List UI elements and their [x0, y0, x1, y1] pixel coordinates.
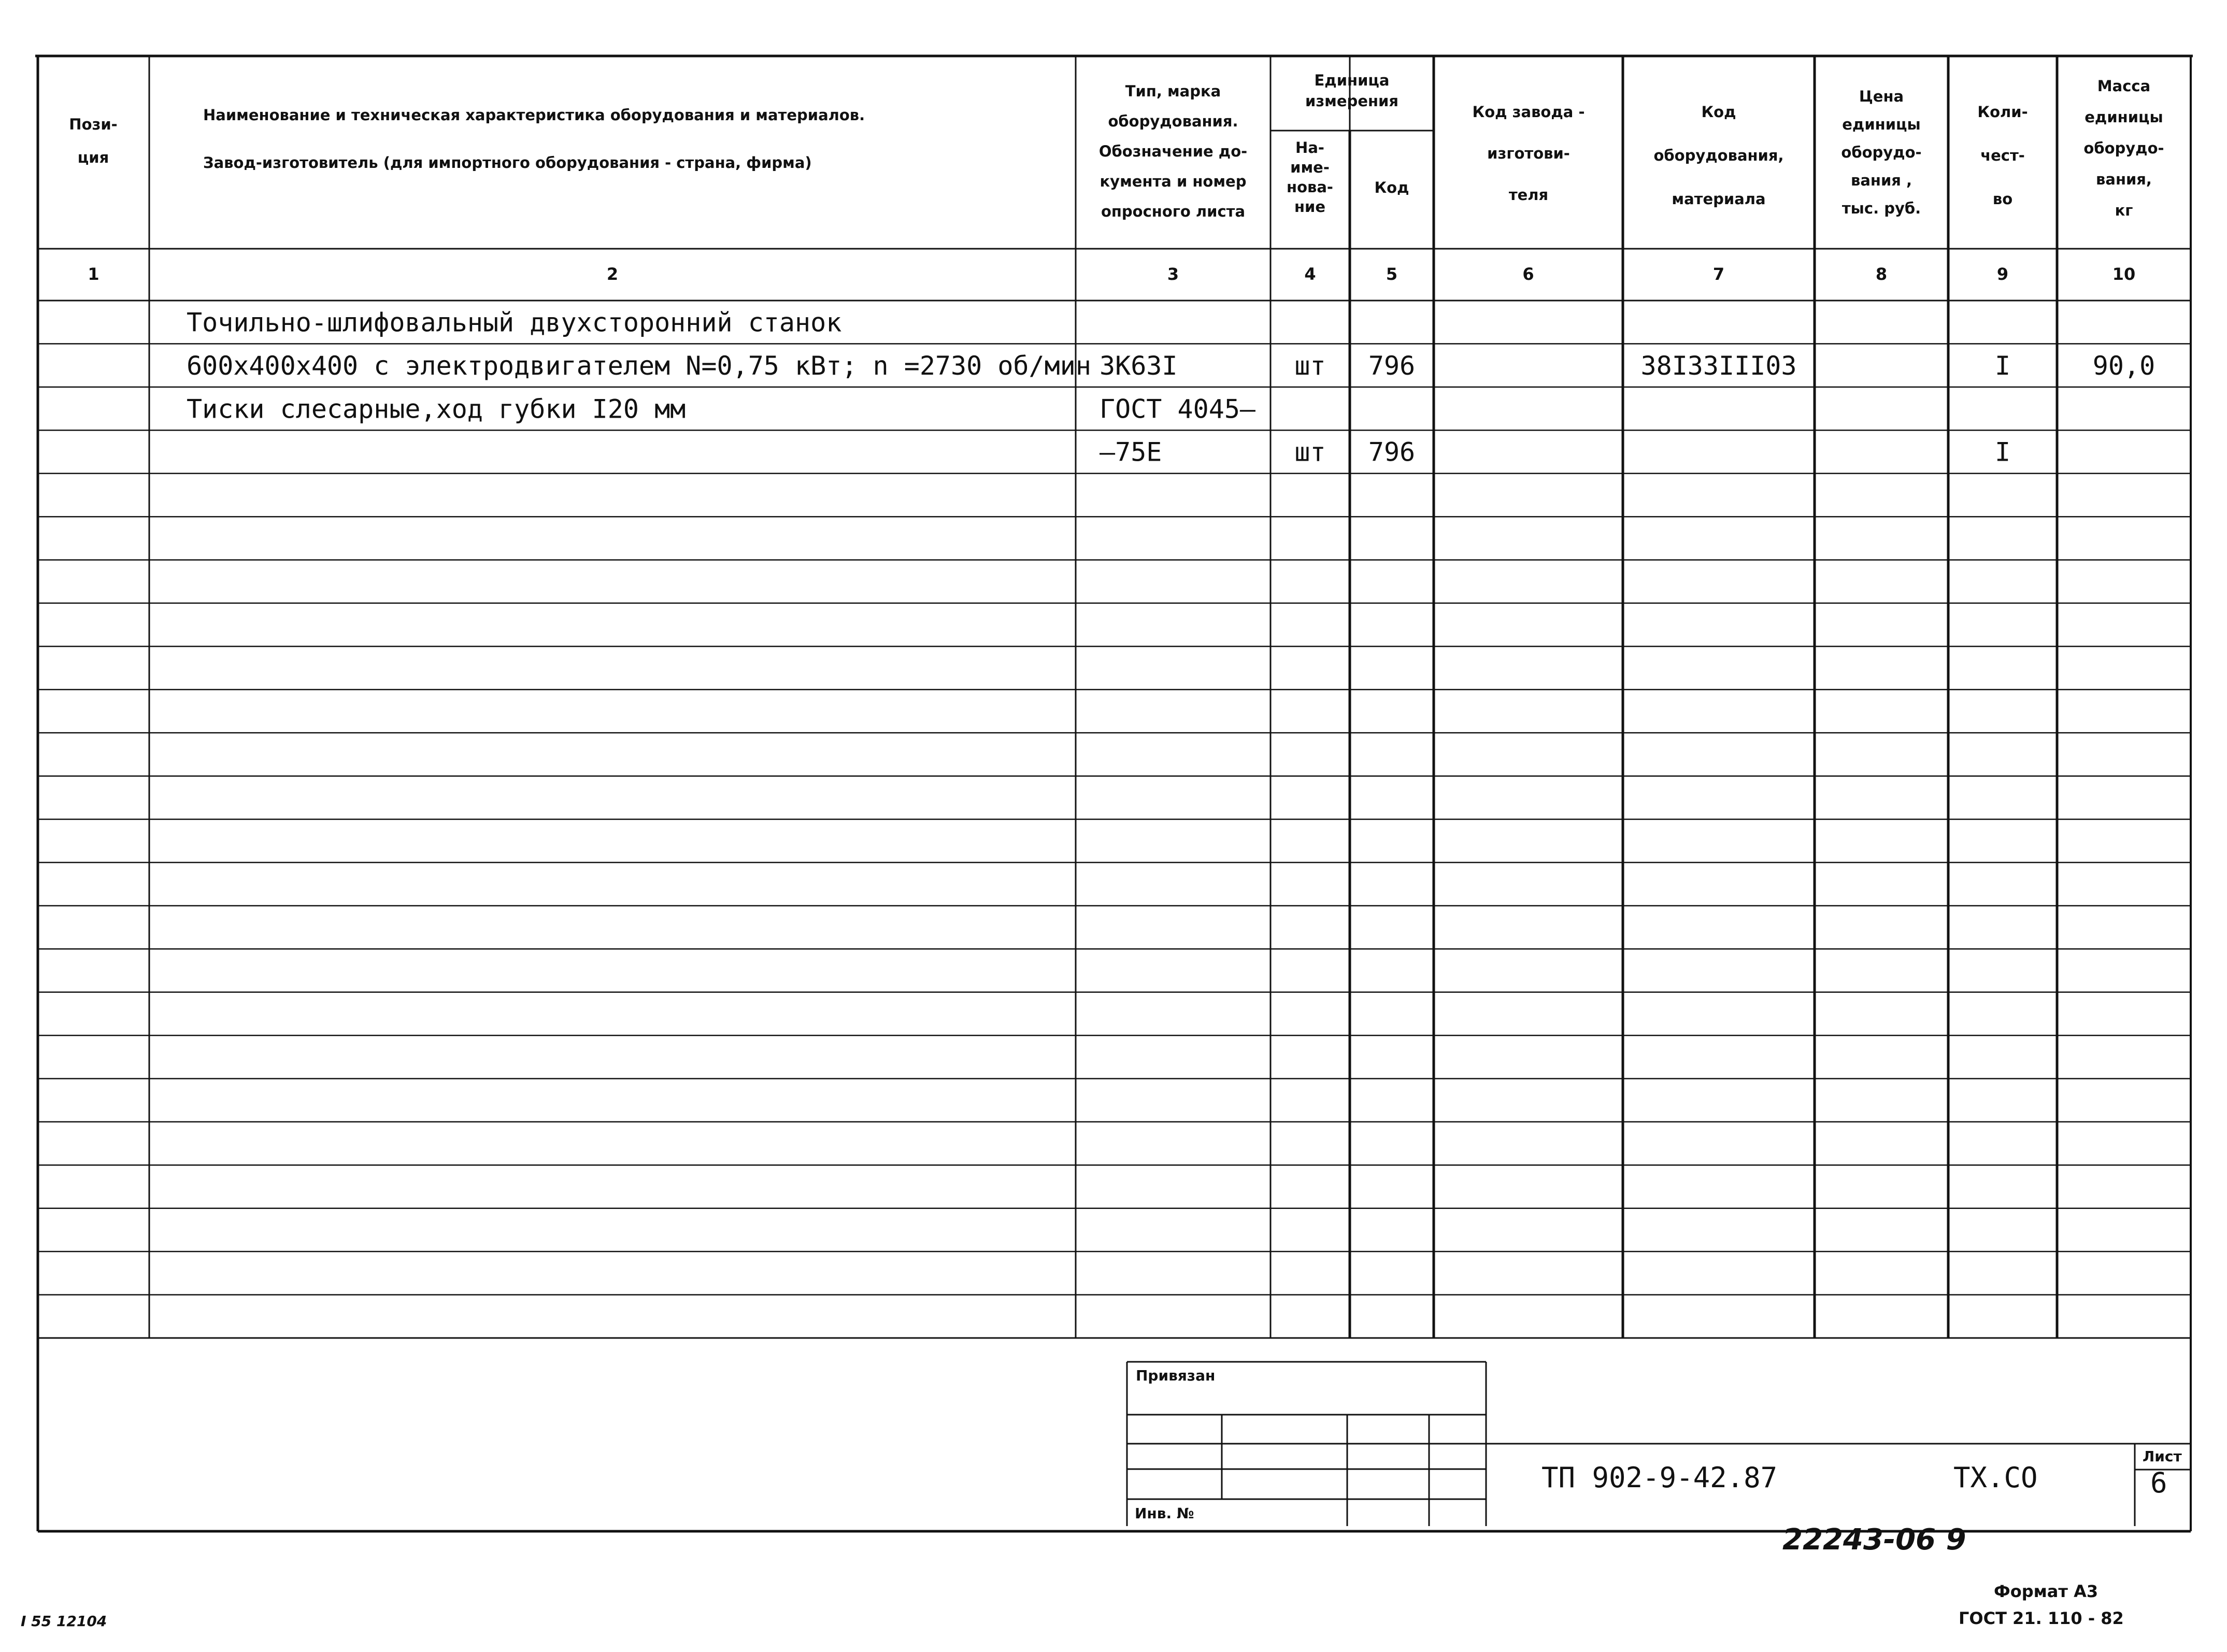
header-quantity-line: чест-	[1980, 147, 2025, 164]
header-price-line: Цена	[1859, 88, 1904, 105]
header-unit-name-line: име-	[1290, 159, 1330, 176]
header-type-line: опросного листа	[1101, 203, 1246, 220]
document-mark: ТХ.СО	[1953, 1461, 2038, 1494]
cell-unit-code: 796	[1368, 437, 1416, 467]
cell-type: ГОСТ 4045–	[1100, 394, 1256, 424]
header-quantity-line: Коли-	[1977, 103, 2028, 121]
cell-unit-name: шт	[1294, 437, 1326, 467]
format-label: Формат А3	[1994, 1582, 2098, 1601]
title-block-frame	[1127, 1362, 2191, 1526]
header-plant-code-line: теля	[1508, 186, 1549, 204]
header-unit-code-line: Код	[1374, 179, 1409, 196]
header-type-line: кумента и номер	[1100, 173, 1247, 190]
column-number: 1	[88, 264, 99, 284]
cell-name: Тиски слесарные,ход губки I20 мм	[187, 394, 686, 424]
header-unit-name-line: ние	[1294, 198, 1326, 216]
header-name-line: Завод-изготовитель (для импортного оборудования - страна, фирма)	[203, 154, 812, 172]
header-unit-group-line: Единица	[1314, 72, 1390, 89]
cell-mass: 90,0	[2092, 350, 2155, 381]
header-unit-name-line: нова-	[1287, 178, 1333, 196]
column-number: 2	[606, 264, 619, 284]
column-number: 8	[1875, 264, 1888, 284]
header-equipment-code-line: Код	[1701, 103, 1736, 121]
table-header	[69, 72, 2164, 220]
cell-qty: I	[1994, 350, 2011, 381]
header-equipment-code-line: оборудования,	[1653, 147, 1784, 164]
table-row	[187, 394, 1256, 424]
header-price-line: тыс. руб.	[1841, 200, 1921, 217]
column-number: 6	[1522, 264, 1534, 284]
header-position-line: Пози-	[69, 116, 118, 133]
cell-name: Точильно-шлифовальный двухсторонний станок	[187, 307, 842, 338]
table-grid	[35, 56, 2193, 1531]
header-mass-line: оборудо-	[2083, 139, 2164, 157]
header-mass-line: кг	[2115, 202, 2133, 219]
cell-unit-code: 796	[1368, 350, 1416, 381]
column-number: 9	[1996, 264, 2009, 284]
column-number-row	[88, 264, 2135, 284]
column-number: 10	[2112, 264, 2136, 284]
document-code: ТП 902-9-42.87	[1541, 1461, 1778, 1494]
sheet-number: 6	[2150, 1466, 2167, 1499]
table-row	[187, 307, 841, 337]
header-mass-line: Масса	[2097, 77, 2151, 95]
column-number: 4	[1304, 264, 1316, 284]
inventory-number-label: Инв. №	[1135, 1505, 1194, 1522]
handwritten-number: 22243-06 9	[1782, 1523, 1966, 1557]
cell-equip-code: 38I33III03	[1640, 350, 1797, 381]
header-price-line: единицы	[1842, 116, 1921, 133]
header-unit-name-line: На-	[1295, 139, 1324, 156]
column-number: 7	[1712, 264, 1725, 284]
header-type-line: оборудования.	[1108, 112, 1238, 130]
header-unit-group-line: измерения	[1305, 92, 1398, 110]
table-row	[187, 351, 2155, 381]
cell-type: –75Е	[1100, 437, 1162, 467]
header-type-line: Тип, марка	[1125, 82, 1221, 100]
header-equipment-code-line: материала	[1672, 190, 1766, 208]
header-name-line: Наименование и техническая характеристика оборудования и материалов.	[203, 106, 865, 124]
cell-type: 3К63I	[1100, 350, 1178, 381]
header-plant-code-line: изготови-	[1487, 145, 1570, 162]
header-type-line: Обозначение до-	[1098, 143, 1248, 160]
cell-unit-name: шт	[1294, 350, 1326, 381]
column-number: 3	[1167, 264, 1179, 284]
header-position-line: ция	[77, 149, 109, 166]
left-code: I 55 12104	[21, 1613, 107, 1630]
header-mass-line: единицы	[2085, 108, 2163, 126]
table-row	[1100, 437, 2010, 467]
header-mass-line: вания,	[2096, 170, 2152, 188]
cell-name: 600х400х400 с электродвигателем N=0,75 кВт; n =2730 об/мин	[187, 350, 1091, 381]
gost-standard: ГОСТ 21. 110 - 82	[1959, 1608, 2124, 1628]
sheet-label: Лист	[2143, 1448, 2182, 1465]
header-price-line: вания ,	[1850, 172, 1912, 189]
header-price-line: оборудо-	[1841, 144, 1922, 161]
cell-qty: I	[1994, 437, 2011, 467]
header-plant-code-line: Код завода -	[1472, 103, 1585, 121]
column-number: 5	[1386, 264, 1398, 284]
header-quantity-line: во	[1992, 190, 2013, 208]
privyazan-label: Привязан	[1136, 1367, 1216, 1384]
